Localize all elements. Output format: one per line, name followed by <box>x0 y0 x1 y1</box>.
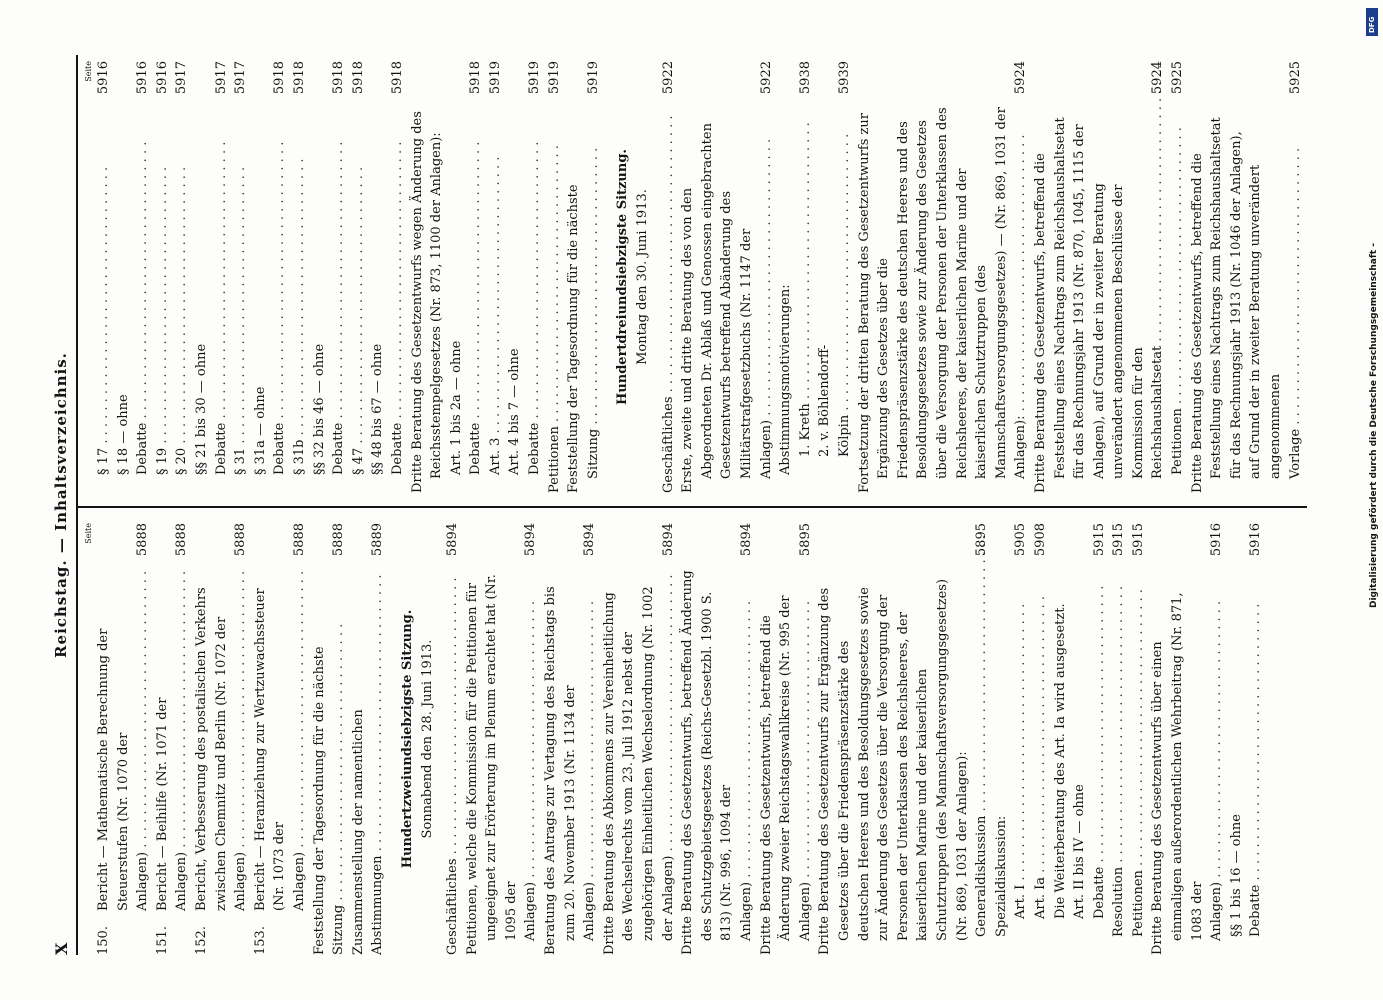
entry-text: Geschäftliches . . . <box>659 107 679 493</box>
entry-text: Art. 4 bis 7 — ohne Debatte . . . <box>505 107 544 475</box>
toc-entries <box>94 61 603 493</box>
entry-page-number: 5916 <box>135 61 151 95</box>
entry-page-number: 5917 <box>174 61 190 95</box>
entry-page-number: 5922 <box>758 61 774 95</box>
entry-page-number: 5905 <box>1013 523 1029 557</box>
toc-entry <box>1129 523 1149 955</box>
entry-number: 153. <box>252 926 268 955</box>
entry-page-number: 5916 <box>154 61 170 95</box>
toc-entry <box>776 61 796 493</box>
entry-page-number: 5894 <box>523 523 539 557</box>
entry-number: 150. <box>96 926 111 955</box>
entry-text: Art. Ia . . . <box>1031 569 1051 919</box>
toc-entry <box>192 523 251 955</box>
entry-text: Beratung des Antrags zur Vertagung des Reichstags bis zum 20. November 1913 (Nr. 1134 der Anlagen) . . . <box>541 569 600 941</box>
entry-page-number: 5908 <box>1032 523 1048 557</box>
entry-text: § 31b . . . <box>290 107 310 475</box>
page-header <box>52 55 74 955</box>
entry-text: § 31 . . . <box>231 107 251 475</box>
section-date: Montag den 30. Juni 1913. <box>635 189 651 365</box>
entry-number: 151. <box>154 926 170 955</box>
entry-page-number: 5917 <box>213 61 229 95</box>
toc-entry <box>290 61 310 493</box>
page-number: X <box>52 942 71 955</box>
entry-page-number: 5917 <box>233 61 249 95</box>
entry-text: Dritte Beratung des Gesetzentwurfs wegen Änderung des Reichsstempelgesetzes (Nr. 873, 1100 der Anlagen): <box>409 111 445 493</box>
entry-text: Geschäftliches . . . <box>443 569 463 955</box>
entry-page-number: 5915 <box>1111 523 1127 557</box>
entry-text: Zusammenstellung der namentlichen Abstimmungen . . . <box>349 569 388 955</box>
section-title: Hundertdreiundsiebzigste Sitzung. <box>615 149 631 405</box>
toc-entry <box>815 523 972 955</box>
entry-page-number: 5919 <box>546 61 562 95</box>
dfg-logo-icon <box>1366 8 1378 36</box>
entry-page-number: 5925 <box>1287 61 1303 95</box>
toc-entry <box>1070 523 1109 955</box>
entry-page-number: 5925 <box>1170 61 1186 95</box>
entry-text: §§ 32 bis 46 — ohne Debatte . . . <box>310 107 349 475</box>
toc-entry <box>368 61 407 493</box>
entry-page-number: 5888 <box>174 523 190 557</box>
toc-entry <box>443 523 463 955</box>
entry-page-number: 5918 <box>389 61 405 95</box>
entry-page-number: 5939 <box>836 61 852 95</box>
toc-entry <box>94 61 114 493</box>
rotated-sheet <box>52 55 1307 955</box>
entry-page-number: 5919 <box>487 61 503 95</box>
entry-text: Feststellung der Tagesordnung für die nächste Sitzung . . . <box>310 569 349 955</box>
toc-entry <box>972 523 992 955</box>
entry-text: Fortsetzung der dritten Beratung des Gesetzentwurfs zur Ergänzung des Gesetzes über die Friedenspräsenzstärke des deutschen Heeres und des Besoldungsgesetzes sowie zur Änderung des Gesetzes über die Versorgung der Personen der Unterklassen des Reichsheeres, der kaiserlichen Marine und der kaiserlichen Schutztruppen (des Mannschaftsversorgungsgesetzes) — (Nr. 869, 1031 der Anlagen): . . . <box>855 107 1031 479</box>
entry-text: §§ 21 bis 30 — ohne Debatte . . . <box>192 107 231 475</box>
toc-entry <box>1031 523 1051 955</box>
entry-page-number: 5894 <box>660 523 676 557</box>
entry-text: Petitionen . . . <box>545 107 565 493</box>
toc-entry <box>114 61 153 493</box>
toc-entry <box>251 61 290 493</box>
entry-text: § 20 . . . <box>172 107 192 475</box>
column-divider <box>78 506 1307 508</box>
page-title: Reichstag. — Inhaltsverzeichnis. <box>52 352 70 658</box>
entry-page-number: 5916 <box>1209 523 1225 557</box>
entry-text: Die Weiterberatung des Art. Ia wird ausgesetzt. <box>1052 603 1068 919</box>
entry-text: Dritte Beratung des Gesetzentwurfs zur Ergänzung des Gesetzes über die Friedenspräsenzstärke des deutschen Heeres und des Besoldungsgesetzes sowie zur Änderung des Gesetzes über die Versorgung der Personen der Unterklassen des Reichsheeres, der kaiserlichen Marine und der kaiserlichen Schutztruppen (des Mannschaftsversorgungsgesetzes) (Nr. 869, 1031 der Anlagen): <box>817 578 970 955</box>
numbered-entries <box>94 523 310 955</box>
toc-entry <box>349 61 369 493</box>
entry-text: 1. Kreth . . . <box>796 107 816 457</box>
toc-entry <box>1031 61 1168 493</box>
funding-credit: Digitalisierung gefördert durch die Deutsche Forschungsgemeinschaft - <box>1369 243 1379 608</box>
entry-page-number: 5888 <box>331 523 347 557</box>
toc-entry <box>1227 523 1266 955</box>
toc-entry <box>757 523 816 955</box>
toc-entry <box>231 61 251 493</box>
toc-entry <box>992 523 1012 955</box>
entry-text: Dritte Beratung des Gesetzentwurfs, betreffend die Änderung zweier Reichstagswahlkreise (Nr. 995 der Anlagen) . . . <box>757 569 816 941</box>
toc-entry <box>310 61 349 493</box>
toc-entry <box>1011 523 1031 955</box>
entry-text: Art. I . . . <box>1011 569 1031 919</box>
entry-page-number: 5889 <box>370 523 386 557</box>
entry-text: Dritte Beratung des Abkommens zur Vereinheitlichung des Wechselrechts vom 23. Juli 1912 nebst der zugehörigen Einheitlichen Wechselordnung (Nr. 1002 der Anlagen) . . . <box>600 569 678 941</box>
toc-entry <box>408 61 447 493</box>
entry-text: § 19 . . . <box>153 107 173 475</box>
entry-page-number: 5919 <box>585 61 601 95</box>
entry-text: Dritte Beratung des Gesetzentwurfs, betreffend die Feststellung eines Nachtrags zum Reichshaushaltsetat für das Rechnungsjahr 1913 (Nr. 1046 der Anlagen), auf Grund der in zweiter Beratung unverändert angenommenen Vorlage . . . <box>1188 107 1306 479</box>
digitization-note <box>1360 8 1378 998</box>
entry-text: § 31a — ohne Debatte . . . <box>251 107 290 475</box>
entry-text: Art. 3 . . . <box>486 107 506 475</box>
entry-text: Bericht — Mathematische Berechnung der Steuerstufen (Nr. 1070 der Anlagen) . . . <box>94 569 153 911</box>
toc-entry <box>659 61 679 493</box>
entry-text: Dritte Beratung des Gesetzentwurfs über einen einmaligen außerordentlichen Wehrbeitrag (Nr. 871, 1083 der Anlagen) . . . <box>1148 569 1226 941</box>
entry-page-number: 5915 <box>1130 523 1146 557</box>
section-date: Sonnabend den 28. Juni 1913. <box>419 639 435 839</box>
entry-text: § 18 — ohne Debatte . . . <box>114 107 153 475</box>
entry-text: Bericht — Beihilfe (Nr. 1071 der Anlagen) . . . <box>153 569 192 911</box>
entry-text: Abstimmungsmotivierungen: <box>778 284 794 475</box>
entry-page-number: 5894 <box>739 523 754 557</box>
entry-text: Bericht, Verbesserung des postalischen Verkehrs zwischen Chemnitz und Berlin (Nr. 1072 der Anlagen) . . . <box>192 569 251 911</box>
section-title: Hundertzweiundsiebzigste Sitzung. <box>399 609 415 869</box>
toc-entry <box>1168 61 1188 493</box>
entry-page-number: 5938 <box>797 61 813 95</box>
toc-entry <box>172 61 192 493</box>
toc-entry <box>463 523 541 955</box>
toc-entry <box>192 61 231 493</box>
right-column <box>84 61 1305 493</box>
toc-entry <box>1051 523 1071 955</box>
entry-text: Erste, zweite und dritte Beratung des von den Abgeordneten Dr. Ablaß und Genossen eingebrachten Gesetzentwurfs betreffend Abänderung des Militärstrafgesetzbuchs (Nr. 1147 der Anlagen) . . . <box>678 107 776 479</box>
entry-page-number: 5895 <box>797 523 813 557</box>
entry-page-number: 5894 <box>582 523 598 557</box>
entry-page-number: 5924 <box>1150 61 1166 95</box>
toc-entry <box>855 61 1031 493</box>
toc-entry <box>153 61 173 493</box>
toc-entry <box>1148 523 1226 955</box>
toc-entry <box>545 61 565 493</box>
toc-entry <box>349 523 388 955</box>
entry-page-number: 5888 <box>135 523 151 557</box>
toc-entry <box>505 61 544 493</box>
entry-number: 152. <box>193 926 209 955</box>
toc-entry <box>153 523 192 955</box>
entry-text: Bericht — Heranziehung zur Wertzuwachssteuer (Nr. 1073 der Anlagen) . . . <box>251 569 310 911</box>
entry-page-number: 5918 <box>350 61 366 95</box>
entry-text: Dritte Beratung des Gesetzentwurfs, betreffend Änderung des Schutzgebietsgesetzes (Reichs-Gesetzbl. 1900 S. 813) (Nr. 996, 1094 der Anlagen) . . . <box>678 569 756 941</box>
toc-entry <box>447 61 486 493</box>
entry-page-number: 5922 <box>660 61 676 95</box>
entry-page-number: 5918 <box>331 61 347 95</box>
entry-text: Spezialdiskussion: <box>993 815 1009 937</box>
entry-text: Petitionen . . . <box>1129 569 1149 937</box>
entry-text: Petitionen, welche die Kommission für die Petitionen für ungeeignet zur Erörterung im Plenum erachtet hat (Nr. 1095 der Anlagen) . . . <box>463 569 541 941</box>
entry-text: Petitionen . . . <box>1168 107 1188 475</box>
toc-entry <box>678 61 776 493</box>
toc-entries <box>659 61 1306 493</box>
entry-text: Generaldiskussion . . . <box>972 569 992 937</box>
entry-text: Art. II bis IV — ohne Debatte . . . <box>1070 569 1109 919</box>
entry-text: § 17 . . . <box>94 107 114 475</box>
entry-text: Art. 1 bis 2a — ohne Debatte . . . <box>447 107 486 475</box>
seite-label: Seite <box>84 523 93 544</box>
entry-page-number: 5918 <box>468 61 484 95</box>
entry-text: §§ 1 bis 16 — ohne Debatte . . . <box>1227 569 1266 937</box>
entry-page-number: 5916 <box>1248 523 1264 557</box>
toc-entry <box>564 61 603 493</box>
entry-text: §§ 48 bis 67 — ohne Debatte . . . <box>368 107 407 475</box>
toc-entry <box>251 523 310 955</box>
entry-page-number: 5924 <box>1013 61 1029 95</box>
toc-entry <box>310 523 349 955</box>
entry-page-number: 5915 <box>1091 523 1107 557</box>
toc-entry <box>678 523 756 955</box>
entry-text: § 47 . . . <box>349 107 369 475</box>
entry-text: Dritte Beratung des Gesetzentwurfs, betreffend die Feststellung eines Nachtrags zum Reichshaushaltsetat für das Rechnungsjahr 1913 (Nr. 870, 1045, 1115 der Anlagen), auf Grund der in zweiter Beratung unverändert angenommenen Beschlüsse der Kommission für den Reichshaushaltsetat . . . <box>1031 107 1168 479</box>
session-end-entries <box>310 523 388 955</box>
toc-entry <box>600 523 678 955</box>
entry-page-number: 5918 <box>272 61 288 95</box>
seite-label: Seite <box>84 61 93 82</box>
toc-entry <box>94 523 153 955</box>
entry-page-number: 5894 <box>445 523 461 557</box>
entry-page-number: 5918 <box>291 61 307 95</box>
dfg-badge: DFG <box>1368 16 1376 33</box>
toc-entry <box>796 61 816 493</box>
toc-entries <box>443 523 1266 955</box>
left-column <box>84 523 1266 955</box>
toc-entry <box>1109 523 1129 955</box>
toc-entry <box>815 61 854 493</box>
entry-text: 2. v. Böhlendorff-Kölpin . . . <box>815 107 854 457</box>
header-rule <box>76 55 78 955</box>
entry-text: Resolution . . . <box>1109 569 1129 937</box>
entry-page-number: 5916 <box>96 61 111 95</box>
entry-page-number: 5888 <box>291 523 307 557</box>
toc-entry <box>486 61 506 493</box>
entry-text: Feststellung der Tagesordnung für die nächste Sitzung . . . <box>564 107 603 479</box>
entry-page-number: 5888 <box>233 523 249 557</box>
toc-entry <box>541 523 600 955</box>
entry-page-number: 5895 <box>974 523 990 557</box>
toc-entry <box>1188 61 1306 493</box>
entry-page-number: 5919 <box>527 61 543 95</box>
